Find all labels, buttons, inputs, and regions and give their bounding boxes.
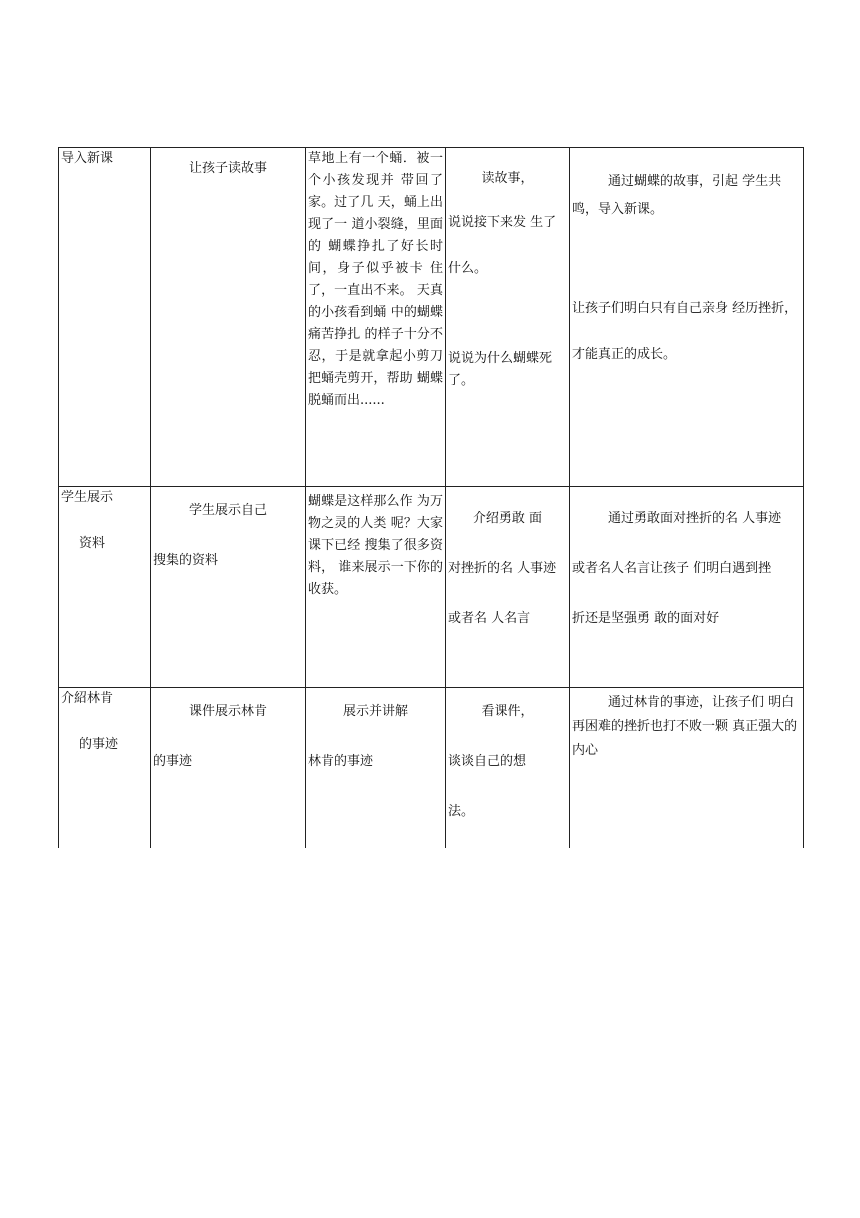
story-text: 草地上有一个蛹．被一个小孩发现并 带回了家。过了几 天，蛹上出现了一 道小裂缝，里面的 蝴蝶挣扎了好长时 间，身子似乎被卡 住了，一直出不来。 天真的小孩看到蛹 中的蝴蝶痛苦挣扎 的样子十分不忍，于是就拿起小剪刀 把蛹壳剪开，帮助 蝴蝶脱蛹而出...... — [308, 151, 443, 408]
stage-label: 导入新课 — [61, 151, 114, 166]
intent-text: 通过勇敢面对挫折的名 人事迹 — [608, 511, 782, 526]
stage-cell — [59, 148, 151, 487]
content-text: 林肯的事迹 — [308, 754, 374, 769]
teacher-activity-text: 的事迹 — [153, 754, 193, 769]
table-row — [59, 148, 804, 487]
student-activity-text: 谈谈自己的想 — [448, 754, 527, 769]
intent-text: 让孩子们明白只有自己亲身 经历挫折，才能真正的成长。 — [572, 301, 798, 362]
student-activity-cell — [446, 487, 570, 688]
student-activity-text: 或者名 人名言 — [448, 611, 531, 626]
stage-cell — [59, 688, 151, 848]
content-cell — [306, 487, 446, 688]
intent-cell — [570, 688, 804, 848]
teacher-activity-text: 课件展示林肯 — [188, 704, 267, 719]
content-text: 展示并讲解 — [342, 704, 408, 719]
intent-text: 通过林肯的事迹，让孩子们 明白再困难的挫折也打不败一颗 真正强大的内心 — [572, 695, 798, 758]
student-activity-cell — [446, 148, 570, 487]
student-activity-text: 读故事， — [481, 171, 534, 186]
table-row — [59, 487, 804, 688]
student-activity-text: 介绍勇敢 面 — [472, 511, 543, 526]
intent-cell — [570, 487, 804, 688]
intent-text: 或者名人名言让孩子 们明白遇到挫 — [572, 561, 772, 576]
intent-text: 折还是坚强勇 敢的面对好 — [572, 611, 720, 626]
table-row — [59, 688, 804, 848]
content-cell — [306, 148, 446, 487]
teacher-activity-text: 学生展示自己 — [188, 503, 267, 518]
student-activity-text: 对挫折的名 人事迹 — [448, 561, 557, 576]
content-cell — [306, 688, 446, 848]
student-activity-text: 看课件， — [481, 704, 534, 719]
stage-label: 资料 — [79, 536, 106, 551]
stage-label: 学生展示 — [61, 490, 114, 505]
teacher-activity-text: 搜集的资料 — [153, 553, 219, 568]
teacher-activity-text: 让孩子读故事 — [188, 161, 267, 176]
teacher-activity-cell — [151, 148, 306, 487]
stage-label: 的事迹 — [79, 737, 119, 752]
student-activity-text: 法。 — [448, 804, 475, 819]
student-activity-text: 说说接下来发 生了什么。 — [448, 215, 557, 276]
stage-cell — [59, 487, 151, 688]
student-activity-text: 说说为什么蝴蝶死了。 — [448, 351, 553, 388]
lesson-plan-table — [58, 147, 804, 848]
intent-cell — [570, 148, 804, 487]
intent-text: 通过蝴蝶的故事，引起 学生共鸣，导入新课。 — [572, 174, 782, 217]
student-activity-cell — [446, 688, 570, 848]
teacher-activity-cell — [151, 487, 306, 688]
teacher-activity-cell — [151, 688, 306, 848]
stage-label: 介紹林肯 — [61, 691, 114, 706]
content-text: 蝴蝶是这样那么作 为万物之灵的人类 呢？大家课下已经 搜集了很多资料， 谁来展示一下你的 收获。 — [308, 494, 443, 597]
